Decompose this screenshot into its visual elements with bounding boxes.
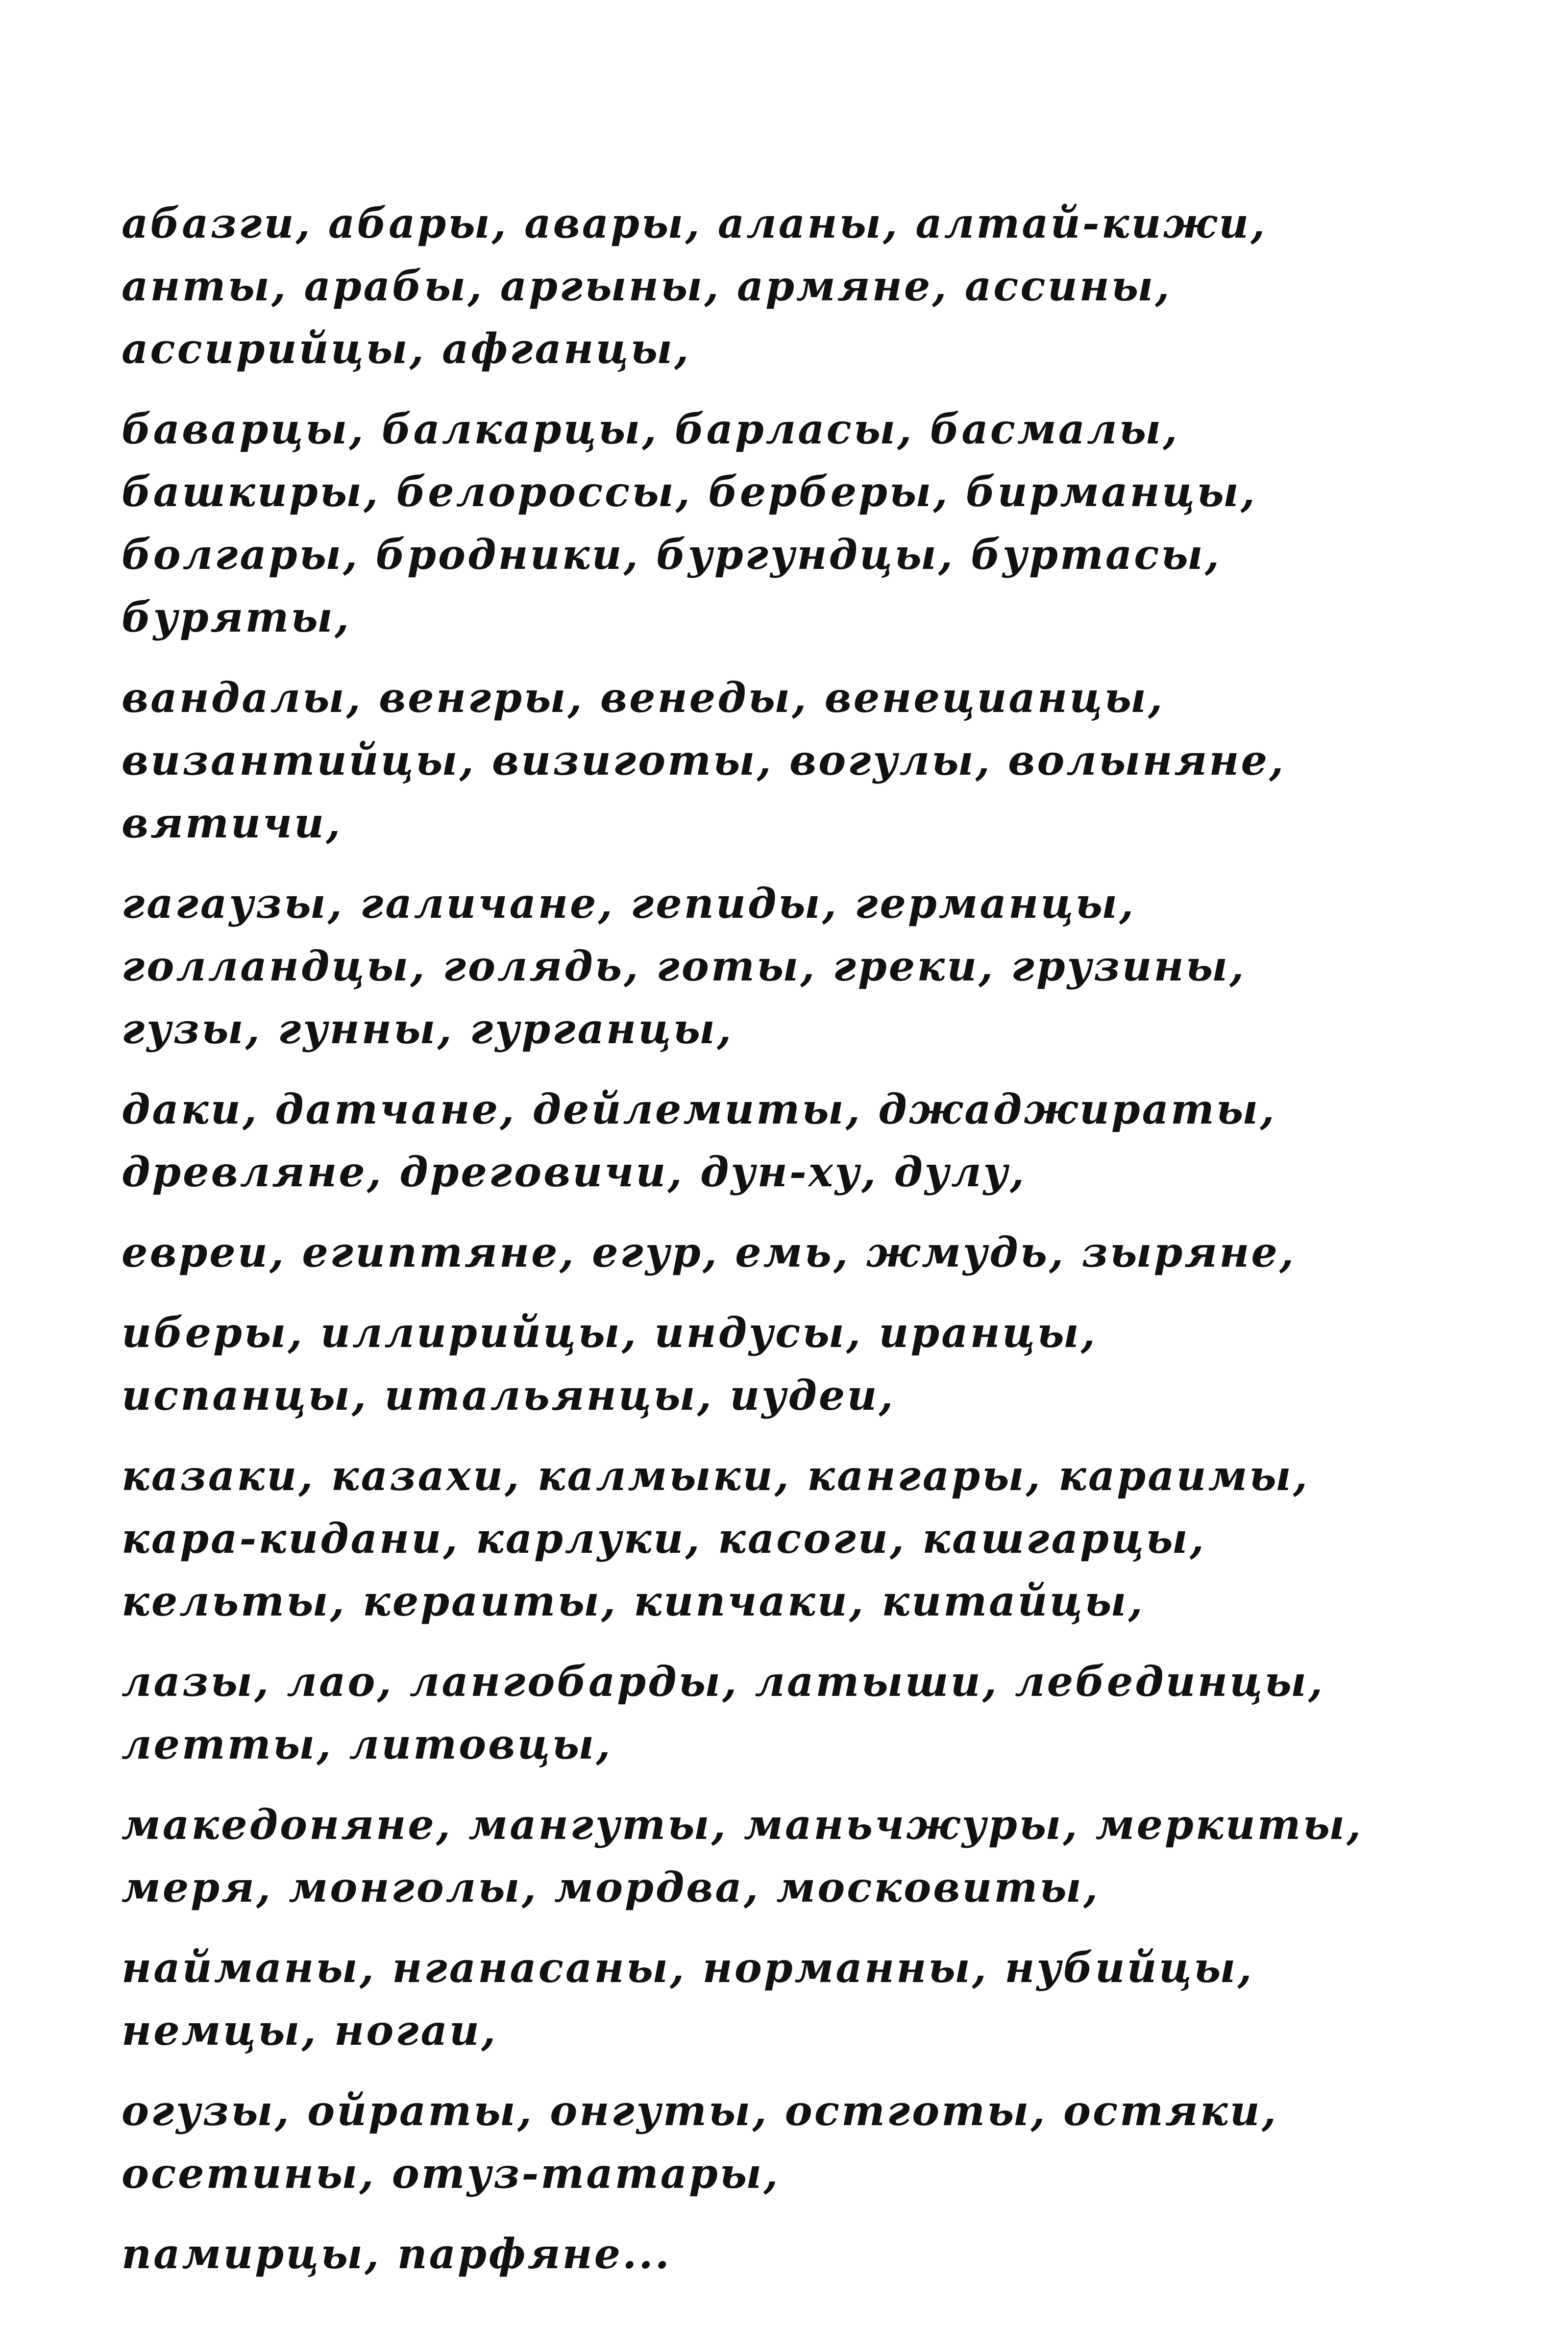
text-line: лазы, лао, лангобарды, латыши, лебединцы, — [122, 1657, 1325, 1706]
paragraph-group — [122, 666, 1445, 855]
text-line: ассирийцы, афганцы, — [122, 324, 691, 373]
text-line: летты, литовцы, — [122, 1720, 612, 1768]
text-line: найманы, нганасаны, норманны, нубийцы, — [122, 1943, 1254, 1992]
text-line: византийцы, визиготы, вогулы, волыняне, — [122, 736, 1286, 784]
text-line: абазги, абары, авары, аланы, алтай-кижи, — [122, 199, 1267, 247]
text-line: казаки, казахи, калмыки, кангары, караимы, — [122, 1451, 1310, 1500]
paragraph-group — [122, 398, 1445, 649]
paragraph-group — [122, 2080, 1445, 2205]
text-line: македоняне, мангуты, маньчжуры, меркиты, — [122, 1800, 1363, 1849]
text-line: вятичи, — [122, 799, 343, 847]
text-line: немцы, ногаи, — [122, 2006, 498, 2055]
text-line: кельты, кераиты, кипчаки, китайцы, — [122, 1577, 1145, 1625]
text-line: осетины, отуз-татары, — [122, 2149, 780, 2198]
text-line: буряты, — [122, 593, 351, 641]
paragraph-group — [122, 1793, 1445, 1919]
paragraph-group — [122, 1301, 1445, 1427]
text-line: евреи, египтяне, егур, емь, жмудь, зыряне, — [122, 1228, 1296, 1276]
text-line: гагаузы, галичане, гепиды, германцы, — [122, 879, 1136, 928]
text-line: испанцы, итальянцы, иудеи, — [122, 1371, 895, 1420]
text-line: меря, монголы, мордва, московиты, — [122, 1863, 1100, 1911]
text-line: баварцы, балкарцы, барласы, басмалы, — [122, 405, 1179, 453]
text-line: древляне, дреговичи, дун-ху, дулу, — [122, 1148, 1027, 1196]
text-line: голландцы, голядь, готы, греки, грузины, — [122, 942, 1246, 990]
paragraph-group — [122, 1078, 1445, 1203]
paragraph-group — [122, 192, 1445, 380]
paragraph-group — [122, 2223, 1445, 2285]
paragraph-group — [122, 1936, 1445, 2062]
text-line: башкиры, белороссы, берберы, бирманцы, — [122, 467, 1257, 516]
paragraph-group — [122, 1221, 1445, 1284]
text-line: болгары, бродники, бургундцы, буртасы, — [122, 530, 1222, 579]
text-line: вандалы, венгры, венеды, венецианцы, — [122, 673, 1165, 722]
paragraph-group — [122, 872, 1445, 1060]
text-line: памирцы, парфяне... — [122, 2230, 671, 2278]
text-line: гузы, гунны, гурганцы, — [122, 1004, 734, 1053]
paragraph-group — [122, 1650, 1445, 1776]
text-line: кара-кидани, карлуки, касоги, кашгарцы, — [122, 1514, 1206, 1563]
paragraph-group — [122, 1445, 1445, 1633]
text-line: анты, арабы, аргыны, армяне, ассины, — [122, 262, 1172, 310]
text-line: даки, датчане, дейлемиты, джаджираты, — [122, 1085, 1276, 1133]
ethnonym-list — [122, 192, 1445, 2303]
text-line: огузы, ойраты, онгуты, остготы, остяки, — [122, 2086, 1278, 2135]
text-line: иберы, иллирийцы, индусы, иранцы, — [122, 1308, 1098, 1357]
